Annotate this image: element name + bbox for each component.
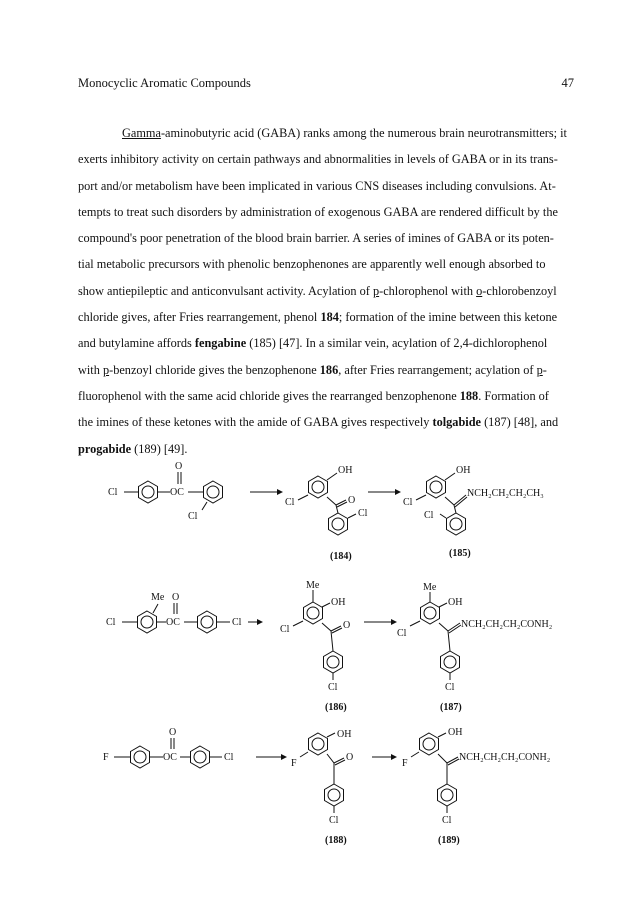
text-line-5: compound's poor penetration of the blood brain barrier. A series of imines of GABA or its poten- [78, 231, 554, 246]
text-line-1: Gamma-aminobutyric acid (GABA) ranks among the numerous brain neurotransmitters; it [122, 126, 567, 140]
label-185: (185) [449, 548, 471, 559]
svg-text:F: F [103, 752, 109, 763]
svg-text:NCH₂CH₂CH₂CONH₂: NCH₂CH₂CH₂CONH₂ [459, 752, 551, 763]
compound-187-structure [397, 582, 552, 693]
svg-text:NCH₂CH₂CH₂CH₃: NCH₂CH₂CH₂CH₃ [467, 488, 544, 499]
svg-text:O: O [169, 727, 177, 738]
svg-text:Cl: Cl [224, 752, 234, 763]
svg-text:NCH₂CH₂CH₂CONH₂: NCH₂CH₂CH₂CONH₂ [461, 619, 553, 630]
label-186: (186) [325, 702, 347, 713]
svg-text:Cl: Cl [445, 682, 455, 693]
text-line-10: with p-benzoyl chloride gives the benzophenone 186, after Fries rearrangement; acylation of p- [78, 362, 547, 377]
text-line-3: port and/or metabolism have been implicated in various CNS diseases including convulsions. At- [78, 178, 556, 193]
svg-text:Cl: Cl [397, 628, 407, 639]
svg-text:OH: OH [448, 597, 463, 608]
label-189: (189) [438, 835, 460, 846]
svg-text:O: O [343, 620, 351, 631]
compound-188-structure [291, 729, 353, 826]
svg-text:OH: OH [456, 465, 471, 476]
text-line-8: chloride gives, after Fries rearrangement, phenol 184; formation of the imine between this ketone [78, 310, 558, 325]
svg-text:O: O [172, 592, 180, 603]
svg-text:F: F [291, 758, 297, 769]
label-188: (188) [325, 835, 347, 846]
page-number: 47 [561, 76, 574, 90]
svg-text:O: O [348, 495, 356, 506]
chapter-title: Monocyclic Aromatic Compounds [78, 76, 251, 90]
text-line-13: progabide (189) [49]. [78, 441, 188, 456]
label-187: (187) [440, 702, 462, 713]
text-line-11: fluorophenol with the same acid chloride gives the rearranged benzophenone 188. Formation of [78, 388, 549, 403]
text-line-4: tempts to treat such disorders by administration of exogenous GABA are rendered difficult by the [78, 204, 558, 219]
svg-text:Me: Me [423, 582, 437, 593]
compound-189-structure [402, 727, 550, 826]
svg-text:OH: OH [337, 729, 352, 740]
text-line-2: exerts inhibitory activity on certain pathways and abnormalities in levels of GABA or in its trans- [78, 152, 558, 167]
svg-text:Cl: Cl [232, 617, 242, 628]
svg-text:OH: OH [331, 597, 346, 608]
text-line-12: the imines of these ketones with the amide of GABA gives respectively tolgabide (187) [48], and [78, 415, 559, 430]
compound-184-structure [285, 465, 368, 535]
svg-text:Cl: Cl [328, 682, 338, 693]
svg-text:OC: OC [163, 752, 177, 763]
svg-text:OH: OH [338, 465, 353, 476]
svg-text:OC: OC [170, 487, 184, 498]
svg-text:Cl: Cl [424, 510, 434, 521]
svg-text:Cl: Cl [403, 497, 413, 508]
compound-185-structure [403, 465, 544, 535]
svg-text:OC: OC [166, 617, 180, 628]
svg-text:Cl: Cl [188, 511, 198, 522]
svg-text:Cl: Cl [108, 487, 118, 498]
text-line-7: show antiepileptic and anticonvulsant activity. Acylation of p-chlorophenol with o-chlorobenzoyl [78, 283, 557, 298]
svg-text:Me: Me [151, 592, 165, 603]
label-184: (184) [330, 551, 352, 562]
svg-text:O: O [175, 461, 183, 472]
ester-precursor-1 [108, 461, 223, 522]
svg-text:OH: OH [448, 727, 463, 738]
ester-precursor-2 [106, 592, 262, 633]
svg-text:O: O [346, 752, 354, 763]
svg-text:Cl: Cl [329, 815, 339, 826]
text-line-9: and butylamine affords fengabine (185) [47]. In a similar vein, acylation of 2,4-dichlorophenol [78, 336, 548, 351]
text-line-6: tial metabolic precursors with phenolic benzophenones are apparently well enough absorbed to [78, 257, 546, 272]
svg-text:Cl: Cl [442, 815, 452, 826]
svg-text:Cl: Cl [358, 508, 368, 519]
svg-text:Cl: Cl [106, 617, 116, 628]
svg-text:Cl: Cl [280, 624, 290, 635]
svg-text:Me: Me [306, 580, 320, 591]
compound-186-structure [280, 580, 350, 693]
svg-text:Cl: Cl [285, 497, 295, 508]
svg-text:F: F [402, 758, 408, 769]
ester-precursor-3 [103, 727, 234, 768]
